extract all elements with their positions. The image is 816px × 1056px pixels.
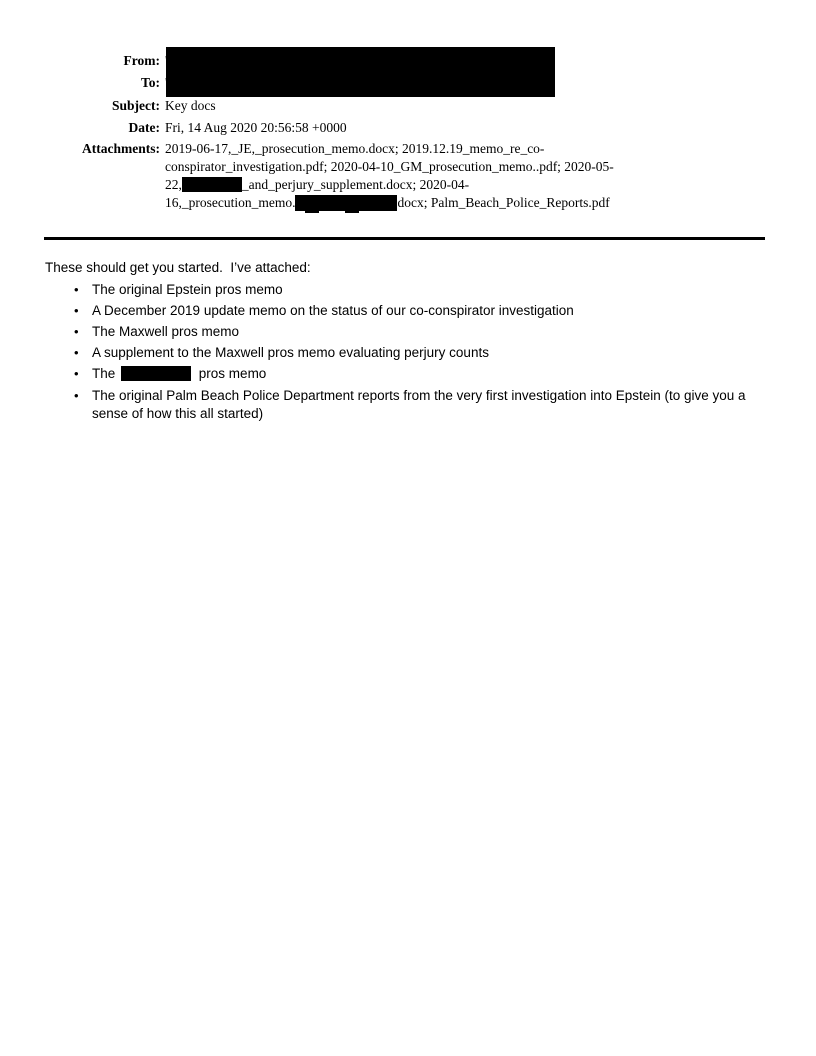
- attachment-line-1: 2019-06-17,_JE,_prosecution_memo.docx; 2019.12.19_memo_re_co-: [165, 140, 545, 156]
- list-item-text-post: pros memo: [198, 366, 267, 382]
- list-item: [73, 387, 763, 423]
- list-item-text-line2: sense of how this all started): [92, 405, 264, 421]
- body-intro-text: These should get you started. I’ve attached:: [45, 259, 311, 275]
- bullet-icon: •: [74, 387, 79, 403]
- redaction-box-bullet: [121, 366, 191, 381]
- list-item-text: The original Epstein pros memo: [92, 281, 283, 297]
- bullet-icon: •: [74, 324, 79, 340]
- header-divider-rule: [44, 237, 765, 240]
- to-label: To:: [140, 75, 160, 91]
- attachment-line-4: [165, 194, 614, 212]
- redaction-box-attachment-large: [295, 195, 397, 211]
- list-item-text: A supplement to the Maxwell pros memo evaluating perjury counts: [92, 345, 489, 361]
- list-item: [73, 323, 763, 341]
- redaction-box-attachment-small: [182, 177, 242, 192]
- list-item-redacted: [73, 365, 763, 383]
- bullet-icon: •: [74, 366, 79, 382]
- attachment-line-2: conspirator_investigation.pdf; 2020-04-10_GM_prosecution_memo..pdf; 2020-05-: [165, 158, 614, 174]
- header-row-subject: [0, 95, 816, 117]
- from-label: From:: [123, 53, 160, 68]
- date-label: Date:: [128, 120, 160, 136]
- bullet-icon: •: [74, 281, 79, 297]
- header-row-attachments: [0, 140, 816, 212]
- list-item: [73, 281, 763, 299]
- date-value: Fri, 14 Aug 2020 20:56:58 +0000: [165, 120, 347, 136]
- attachment-line4-pre: 16,_prosecution_memo.: [165, 194, 296, 210]
- subject-value: Key docs: [165, 97, 216, 113]
- list-item-text-line1: The original Palm Beach Police Department reports from the very first investigation into Epstein (to give you a: [92, 387, 746, 403]
- attachment-line3-pre: 22,: [165, 176, 182, 192]
- bullet-icon: •: [74, 345, 79, 361]
- attachment-line3-post: _and_perjury_supplement.docx; 2020-04-: [241, 176, 470, 192]
- attachments-value: [160, 140, 614, 212]
- redaction-box-from-to: [166, 47, 555, 97]
- header-row-date: [0, 117, 816, 139]
- attachment-line4-post: docx; Palm_Beach_Police_Reports.pdf: [397, 194, 610, 210]
- attachments-label: Attachments:: [82, 140, 160, 156]
- attachment-summary-list: [73, 281, 816, 423]
- attachment-line-3: [165, 176, 614, 194]
- list-item-text: A December 2019 update memo on the status of our co-conspirator investigation: [92, 302, 574, 318]
- list-item-text: The Maxwell pros memo: [92, 324, 240, 340]
- subject-label: Subject:: [112, 97, 160, 113]
- list-item: [73, 344, 763, 362]
- email-body: [45, 259, 816, 423]
- list-item: [73, 302, 763, 320]
- list-item-text-pre: The: [92, 366, 116, 382]
- bullet-icon: •: [74, 302, 79, 318]
